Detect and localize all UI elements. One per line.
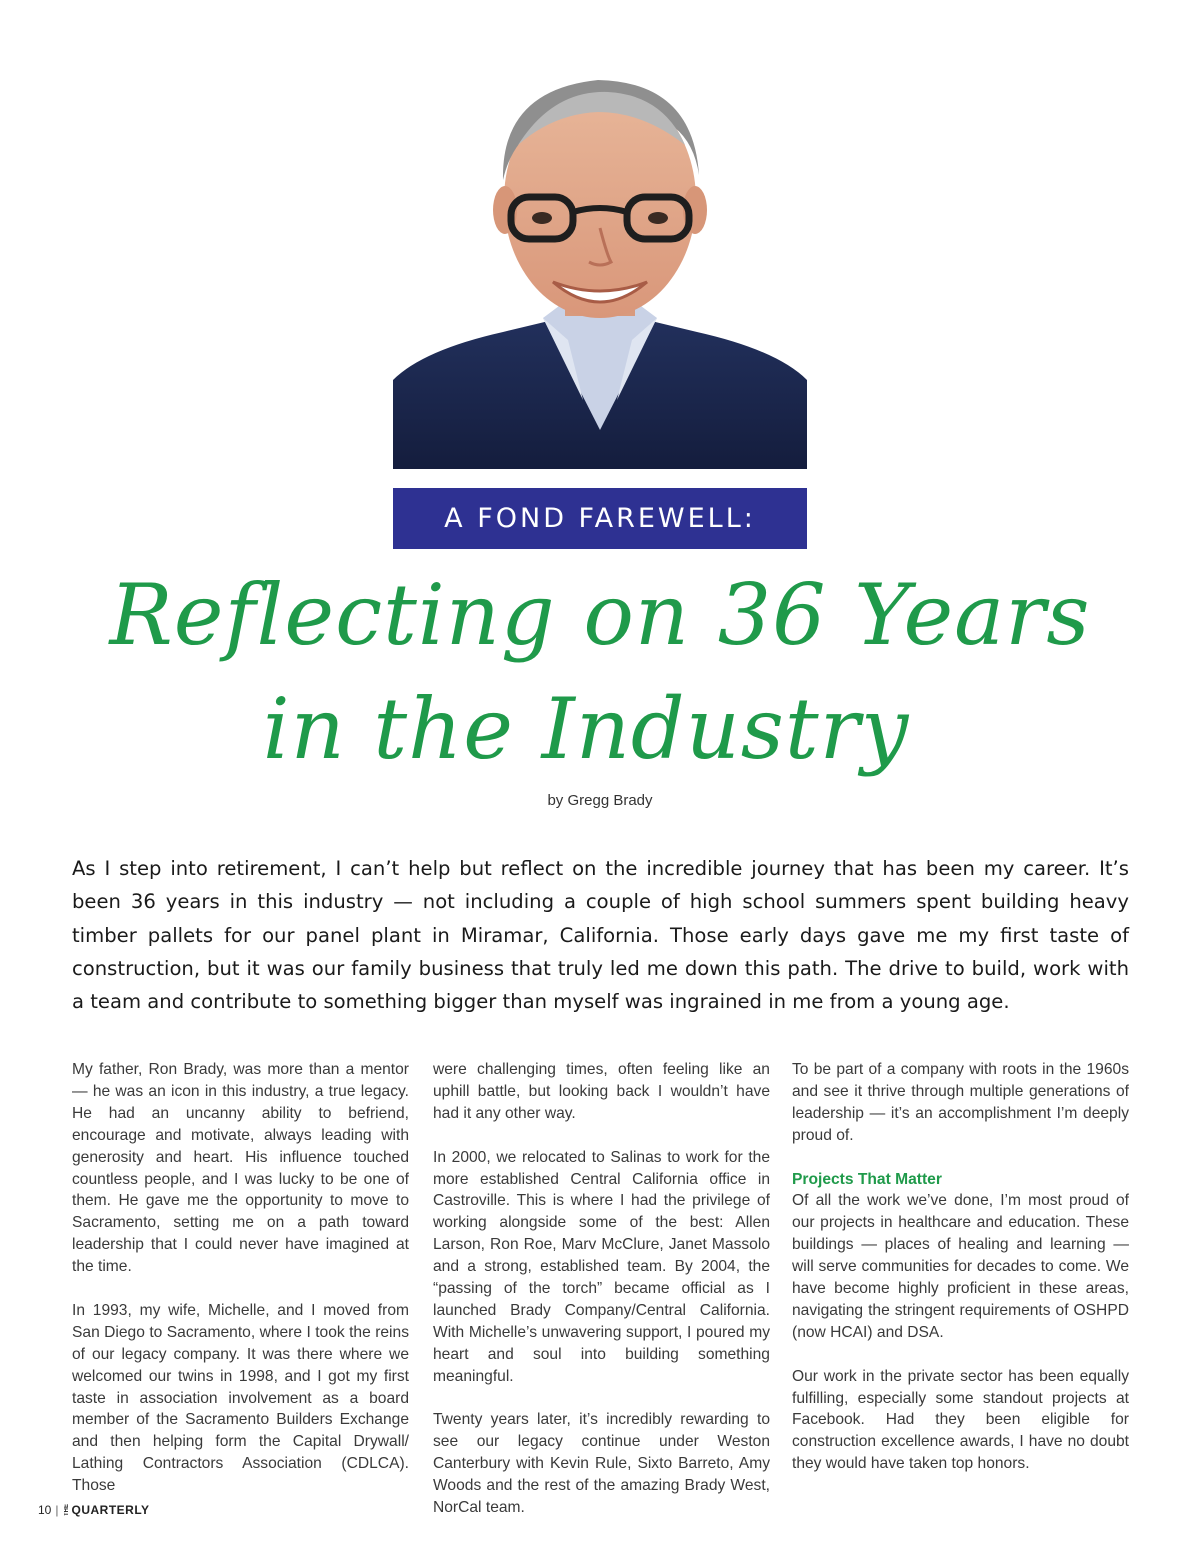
author-portrait — [393, 50, 807, 469]
page-number: 10 — [38, 1503, 52, 1517]
body-paragraph: In 1993, my wife, Michelle, and I moved from San Diego to Sacramento, where I took the reins of our legacy company. It was there where we welcomed our twins in 1998, and I got my first taste in association involvement as a board member of the Sacramento Builders Exchange and then helping form the Capital Drywall/ Lathing Contractors Association (CDLCA). Those — [72, 1301, 409, 1495]
body-paragraph: Of all the work we’ve done, I’m most proud of our projects in healthcare and education. These buildings — places of healing and learning — will serve communities for decades to come. We have become highly proficient in these areas, navigating the stringent requirements of OSHPD (now HCAI) and DSA. — [792, 1192, 1129, 1341]
section-subhead: Projects That Matter — [792, 1170, 942, 1188]
kicker-banner — [393, 488, 807, 549]
body-column-1 — [72, 1059, 409, 1519]
footer-separator: | — [55, 1503, 59, 1517]
body-column-3 — [792, 1059, 1129, 1497]
body-paragraph: In 2000, we relocated to Salinas to work for the more established Central California office in Castroville. This is where I had the privilege of working alongside some of the best: Allen Larson, Ron Roe, Marv McClure, Janet Massolo and a strong, established team. By 2004, the “passing of the torch” became official as I launched Brady Company/Central California. With Michelle’s unwavering support, I poured my heart and soul into building something meaningful. — [433, 1148, 770, 1385]
article-title-line-1: Reflecting on 36 Years — [109, 566, 1091, 664]
lede-paragraph: As I step into retirement, I can’t help but reflect on the incredible journey that has been my career. It’s been 36 years in this industry — not including a couple of high school summers spent building heavy timber pallets for our panel plant in Miramar, California. Those early days gave me my first taste of construction, but it was our family business that truly led me down this path. The drive to build, work with a team and contribute to something bigger than myself was ingrained in me from a young age. — [72, 857, 1129, 1014]
magazine-name: QUARTERLY — [71, 1503, 150, 1517]
body-paragraph: were challenging times, often feeling like an uphill battle, but looking back I wouldn’t have had it any other way. — [433, 1061, 770, 1122]
article-title-line-2: in the Industry — [262, 680, 910, 778]
body-paragraph: My father, Ron Brady, was more than a mentor — he was an icon in this industry, a true legacy. He had an uncanny ability to befriend, encourage and motivate, always leading with generosity and heart. His influence touched countless people, and I was lucky to be one of them. He gave me the opportunity to move to Sacramento, setting me on a path toward leadership that I could never have imagined at the time. — [72, 1061, 409, 1276]
magazine-the: THE — [64, 1504, 71, 1516]
kicker-text: A FOND FAREWELL: — [444, 503, 756, 534]
byline: by Gregg Brady — [547, 792, 653, 809]
body-paragraph: Twenty years later, it’s incredibly rewarding to see our legacy continue under Weston Canterbury with Kevin Rule, Sixto Barreto, Amy Woods and the rest of the amazing Brady West, NorCal team. — [433, 1411, 770, 1517]
body-column-2 — [433, 1059, 770, 1541]
body-paragraph: Our work in the private sector has been equally fulfilling, especially some standout projects at Facebook. Had they been eligible for construction excellence awards, I have no doubt they would have taken top honors. — [792, 1367, 1129, 1473]
page-footer — [38, 1503, 150, 1517]
body-paragraph: To be part of a company with roots in the 1960s and see it thrive through multiple generations of leadership — it’s an accomplishment I’m deeply proud of. — [792, 1061, 1129, 1144]
author-portrait-illustration — [393, 50, 807, 469]
